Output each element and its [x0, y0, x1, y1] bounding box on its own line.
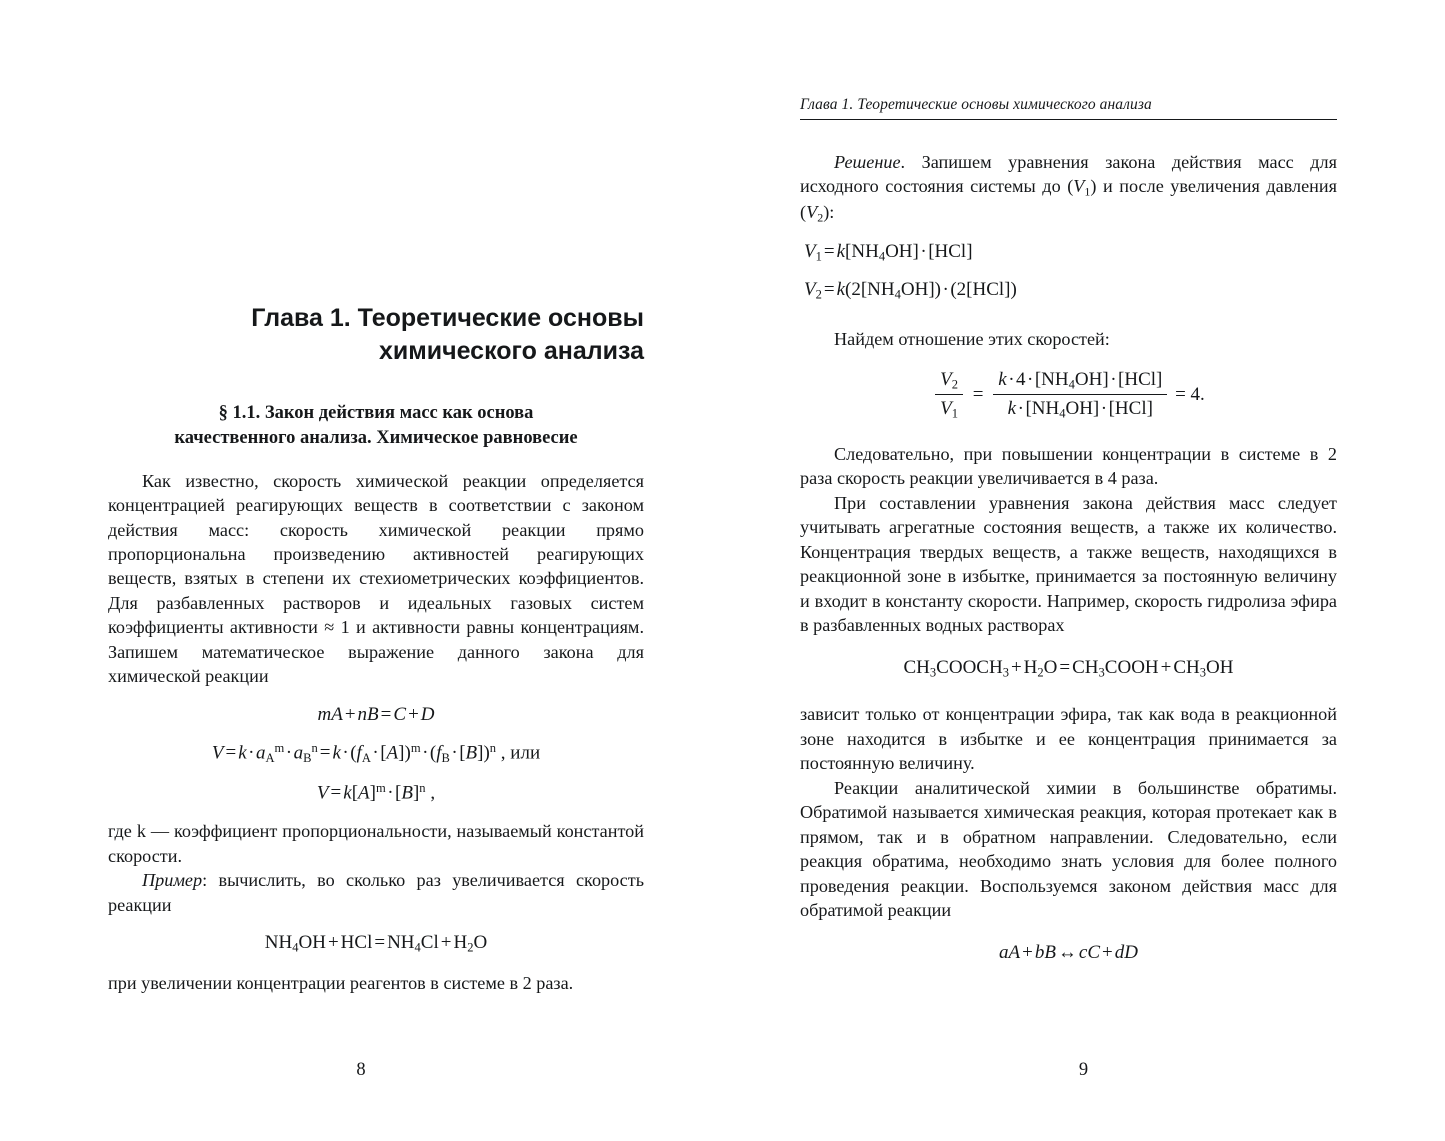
formula-v1: $V_1 = k[NH_4OH]\cdot[HCl]$	[804, 240, 973, 263]
chapter-title	[108, 302, 644, 367]
paragraph: При составлении уравнения закона действия масс следует учитывать агрегатные состояния веществ, а также их количество. Концентрация твердых веществ, а также веществ, находящихся в реакционной зоне в избытке, принимается за постоянную величину и входит в константу скорости. Например, скорость гидролиза эфира в разбавленных водных растворах	[800, 492, 1337, 636]
chapter-title-line-1: Глава 1. Теоретические основы	[251, 304, 644, 332]
solution-lead: Решение	[834, 152, 901, 172]
example-lead: Пример	[142, 870, 203, 891]
page-number: 8	[356, 1060, 366, 1080]
paragraph: Реакции аналитической химии в большинстве обратимы. Обратимой называется химическая реакция, которая протекает как в прямом, так и в обратном направлении. Следовательно, если реакция обратима, необходимо знать условия для более полного проведения реакции. Воспользуемся законом действия масс для обратимой реакции	[800, 777, 1337, 920]
paragraph-example	[108, 868, 644, 917]
section-title	[108, 401, 644, 451]
formula-rate-law-concentrations: $V = k[A]^m\cdot[B]^n$ ,	[316, 780, 436, 804]
fraction-v2-v1: $\frac{V_2}{V_1}$	[935, 369, 963, 422]
formula-v2: $V_2 = k(2[NH_4OH])\cdot(2[HCl])$	[804, 279, 1017, 302]
paragraph: Найдем отношение этих скоростей:	[834, 328, 1110, 349]
paragraph-solution	[800, 150, 1337, 226]
formula-nh4oh-hcl: $NH_4OH$ + HCl = $NH_4Cl + H_2O$	[264, 932, 488, 955]
running-head: Глава 1. Теоретические основы химического анализа	[800, 96, 1337, 120]
page-number: 9	[1078, 1060, 1089, 1080]
chapter-title-line-2: химического анализа	[378, 336, 644, 365]
right-page	[722, 0, 1445, 1141]
fraction-rate-expression: $\frac{k\cdot 4\cdot[NH_4OH]\cdot[HCl]}{k\cdot[NH_4OH]\cdot[HCl]}$	[993, 369, 1167, 422]
paragraph: Как известно, скорость химической реакции определяется концентрацией реагирующих веществ в соответствии с законом действия масс: скорость химической реакции прямо пропорциональна произведению активностей реагирующих веществ, взятых в степени их стехиометрических коэффициентов. Для разбавленных растворов и идеальных газовых систем коэффициенты активности ≈ 1 и активности равны концентрациям. Запишем математическое выражение данного закона для химической реакции	[108, 470, 644, 687]
formula-ester-hydrolysis: $CH_3COOCH_3 + H_2O$ = $CH_3COOH + CH_3OH$	[903, 656, 1234, 680]
formula-ratio: $\frac{V_2}{V_1}$ = $\frac{k\cdot 4\cdot[NH_4OH]\cdot[HCl]}{k\cdot[NH_4OH]\cdot[HCl]}$ = 4.	[800, 369, 1337, 422]
paragraph: Следовательно, при повышении концентрации в системе в 2 раза скорость реакции увеличивается в 4 раза.	[800, 443, 1337, 489]
formula-mA-nB: mA + nB = C + D	[317, 703, 435, 725]
formula-reversible-reaction: aA + bB ↔ cC + dD	[998, 942, 1138, 964]
section-title-line-2: качественного анализа. Химическое равновесие	[174, 427, 578, 448]
left-page	[0, 0, 722, 1141]
section-title-line-1: § 1.1. Закон действия масс как основа	[218, 403, 534, 423]
example-text: : вычислить, во сколько раз увеличивается скорость реакции	[108, 870, 644, 915]
solution-text: . Запишем уравнения закона действия масс для исходного состояния системы до $(V_1)$ и после увеличения давления $(V_2)$:	[800, 152, 1338, 225]
paragraph: зависит только от концентрации эфира, так как вода в реакционной зоне находится в избытке и ее концентрация принимается за постоянную величину.	[800, 704, 1337, 774]
paragraph: где k — коэффициент пропорциональности, называемый константой скорости.	[108, 821, 644, 866]
paragraph: при увеличении концентрации реагентов в системе в 2 раза.	[108, 972, 574, 993]
formula-rate-law-activities: $V = k\cdot a_A^m\cdot a_B^n = k\cdot(f_A\cdot[A])^m\cdot(f_B\cdot[B])^n$ , или	[211, 740, 541, 765]
fraction-result: = 4.	[1175, 383, 1205, 405]
